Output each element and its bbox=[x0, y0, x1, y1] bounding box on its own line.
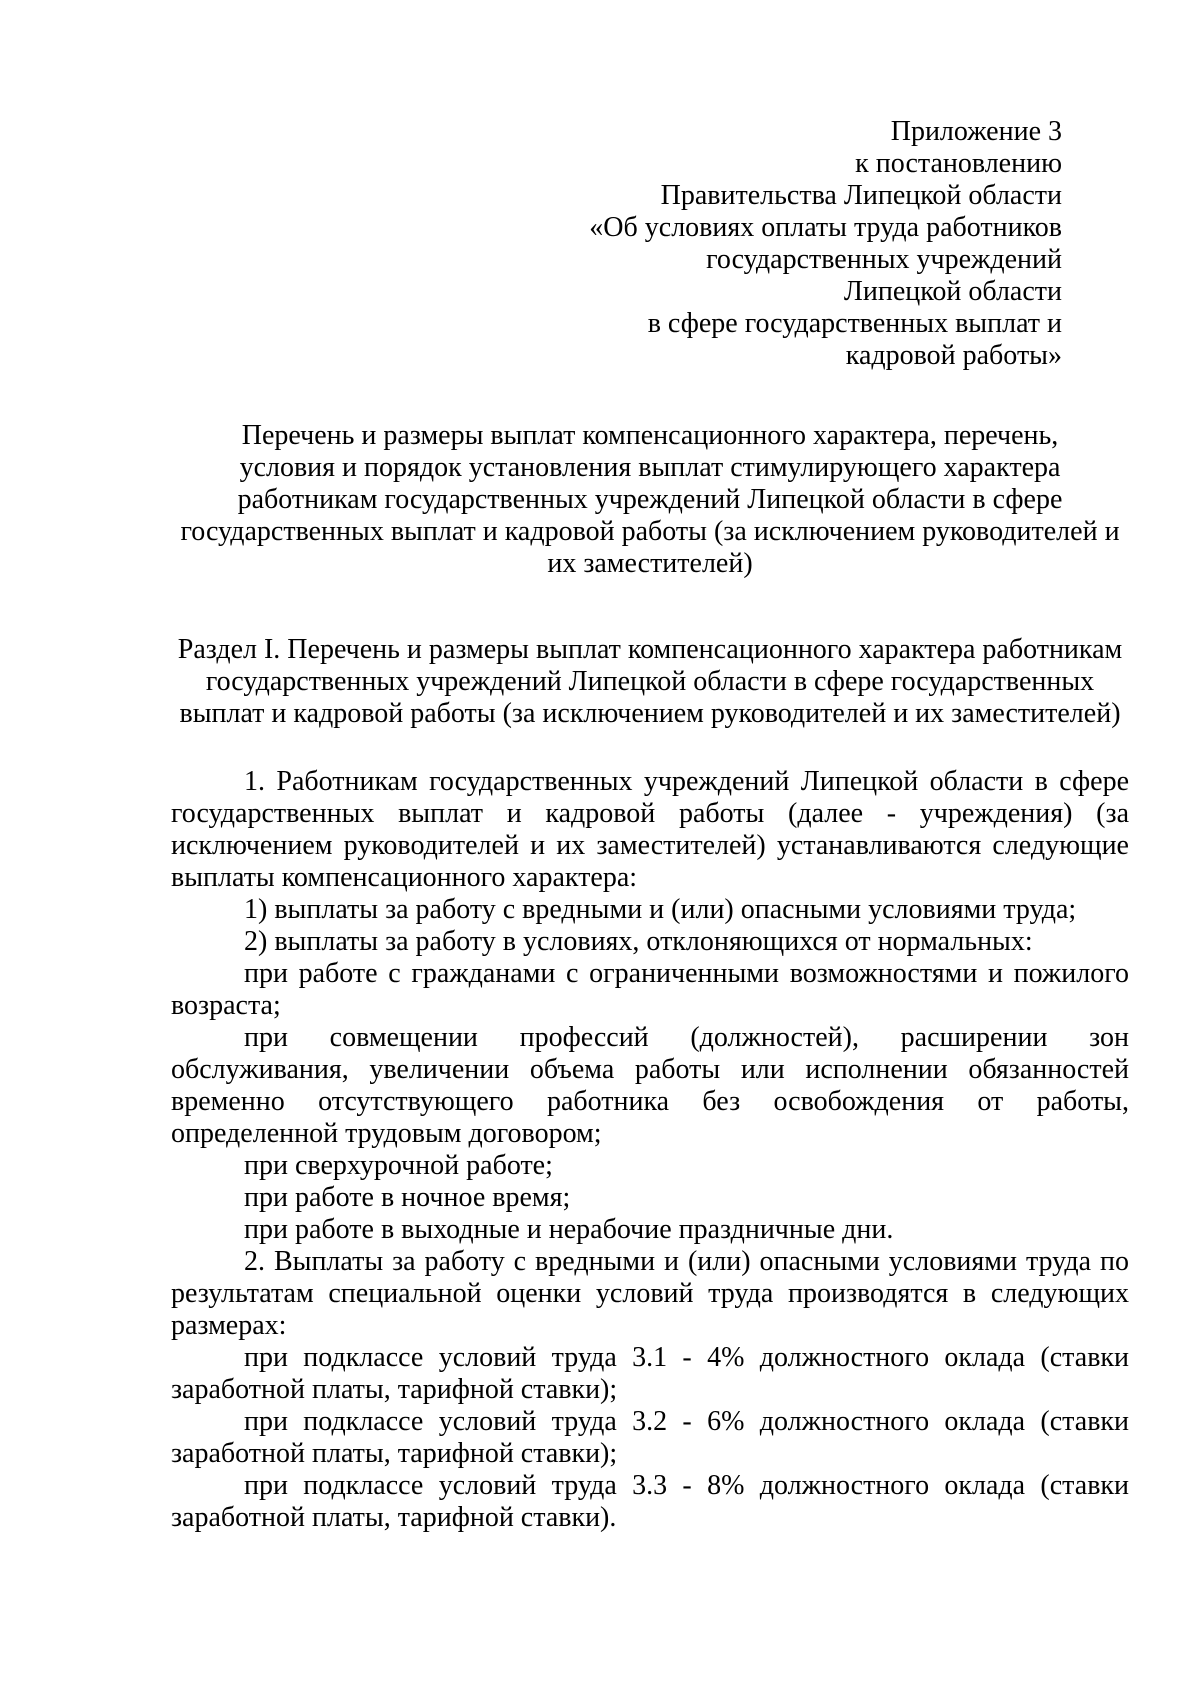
appendix-header-line: Приложение 3 bbox=[890, 116, 1062, 147]
document-title-line: Перечень и размеры выплат компенсационного характера, перечень, bbox=[241, 420, 1059, 451]
paragraph: при совмещении профессий (должностей), расширении зон обслуживания, увеличении объема работы или исполнении обязанностей временно отсутствующего работника без освобождения от работы, определенной трудовым договором; bbox=[171, 1022, 1129, 1149]
appendix-header-line: в сфере государственных выплат и bbox=[647, 308, 1062, 339]
paragraph: при подклассе условий труда 3.3 - 8% должностного оклада (ставки заработной платы, тарифной ставки). bbox=[171, 1470, 1129, 1533]
paragraph: при работе с гражданами с ограниченными возможностями и пожилого возраста; bbox=[171, 958, 1129, 1021]
paragraph: 1. Работникам государственных учреждений Липецкой области в сфере государственных выплат и кадровой работы (далее - учреждения) (за исключением руководителей и их заместителей) устанавливаются следующие выплаты компенсационного характера: bbox=[171, 766, 1129, 893]
paragraph: 2) выплаты за работу в условиях, отклоняющихся от нормальных: bbox=[244, 926, 1033, 957]
appendix-header-line: к постановлению bbox=[855, 148, 1062, 179]
section-title-line: государственных учреждений Липецкой области в сфере государственных bbox=[205, 666, 1095, 697]
appendix-header-line: Липецкой области bbox=[843, 276, 1062, 307]
appendix-header-line: Правительства Липецкой области bbox=[660, 180, 1062, 211]
paragraph: при сверхурочной работе; bbox=[244, 1150, 553, 1181]
appendix-header-line: государственных учреждений bbox=[706, 244, 1062, 275]
appendix-header-line: «Об условиях оплаты труда работников bbox=[589, 212, 1062, 243]
section-title-line: выплат и кадровой работы (за исключением руководителей и их заместителей) bbox=[179, 698, 1121, 729]
paragraph: 1) выплаты за работу с вредными и (или) опасными условиями труда; bbox=[244, 894, 1077, 925]
paragraph: при работе в выходные и нерабочие праздничные дни. bbox=[244, 1214, 894, 1245]
document-title-line: их заместителей) bbox=[547, 548, 753, 579]
section-title bbox=[165, 634, 1135, 730]
section-title-line: Раздел I. Перечень и размеры выплат компенсационного характера работникам bbox=[177, 634, 1123, 665]
paragraph: 2. Выплаты за работу с вредными и (или) опасными условиями труда по результатам специальной оценки условий труда производятся в следующих размерах: bbox=[171, 1246, 1129, 1341]
appendix-header bbox=[442, 116, 1062, 372]
appendix-header-line: кадровой работы» bbox=[845, 340, 1062, 371]
paragraph: при подклассе условий труда 3.1 - 4% должностного оклада (ставки заработной платы, тарифной ставки); bbox=[171, 1342, 1129, 1405]
document-title-line: условия и порядок установления выплат стимулирующего характера bbox=[239, 452, 1061, 483]
document-title bbox=[165, 420, 1135, 580]
body-text bbox=[171, 766, 1129, 1534]
paragraph: при работе в ночное время; bbox=[244, 1182, 571, 1213]
paragraph: при подклассе условий труда 3.2 - 6% должностного оклада (ставки заработной платы, тарифной ставки); bbox=[171, 1406, 1129, 1469]
document-title-line: государственных выплат и кадровой работы (за исключением руководителей и bbox=[180, 516, 1120, 547]
document-title-line: работникам государственных учреждений Липецкой области в сфере bbox=[237, 484, 1063, 515]
